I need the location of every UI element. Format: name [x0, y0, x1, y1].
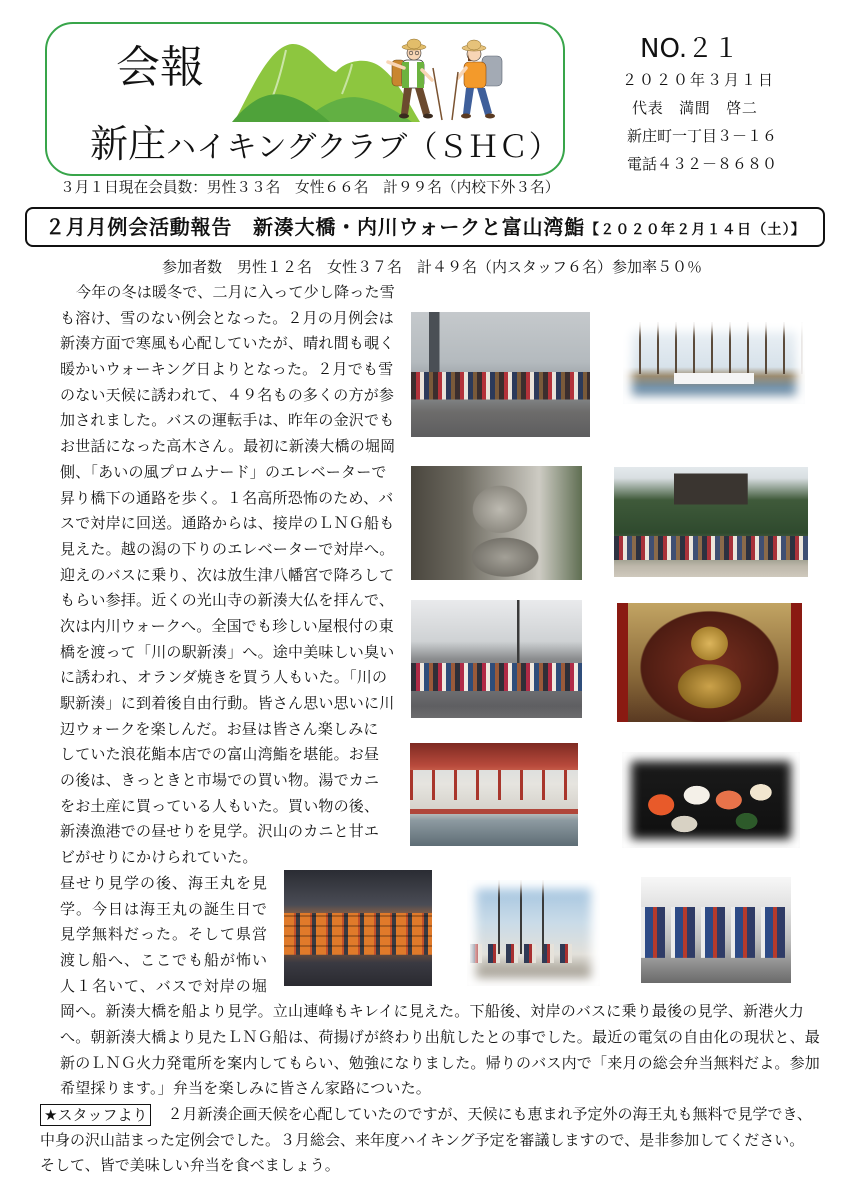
- hiker-woman: [452, 40, 502, 120]
- body-line: も溶け、雪のない例会となった。２月の月例会は: [60, 308, 394, 327]
- staff-note-label: ★スタッフより: [40, 1104, 151, 1126]
- body-line: 見学無料だった。そして県営: [60, 925, 269, 944]
- report-body: [0, 280, 850, 1179]
- body-line: 辺ウォークを楽しんだ。お昼は皆さん楽しみに: [60, 719, 379, 738]
- body-line: に誘われ、オランダ焼きを買う人もいた。「川の: [60, 668, 388, 687]
- staff-note-text: ２月新湊企画天候を心配していたのですが、天候にも恵まれ予定外の海王丸も無料で見学でき、: [167, 1105, 812, 1123]
- body-line: 駅新湊」に到着後自由行動。皆さん思い思いに川: [60, 694, 395, 712]
- body-line: スで対岸に回送。通路からは、接岸のＬＮＧ船も: [60, 514, 395, 533]
- body-line: 側、「あいの風プロムナード」のエレベーターで: [60, 462, 387, 481]
- body-line: をお土産に買っている人もいた。買い物の後、: [60, 796, 380, 815]
- body-line: へ。朝新湊大橋より見たＬＮＧ船は、荷揚げが終わり出航したとの事でした。最近の電気の自由化の現状と、最: [60, 1027, 821, 1046]
- staff-note-line: [40, 1102, 840, 1128]
- body-line: 渡し船へ、ここでも船が怖い: [60, 950, 269, 969]
- club-name-place: 新庄: [90, 122, 167, 166]
- staff-note-line: そして、皆で美味しい弁当を食べましょう。: [40, 1156, 340, 1175]
- body-line: 橋を渡って「川の駅新湊」へ。途中美味しい臭い: [60, 642, 395, 661]
- mountains: [232, 44, 420, 122]
- body-line: 人１名いて、バスで対岸の堀: [60, 976, 268, 995]
- body-line: もらい参拝。近くの光山寺の新湊大仏を拝んで、: [60, 591, 395, 610]
- body-line: 加されました。バスの運転手は、昨年の金沢でも: [60, 411, 395, 430]
- club-name: [90, 120, 559, 176]
- participants-summary: 参加者数 男性１２名 女性３７名 計４９名（内スタッフ６名）参加率５０％: [162, 258, 703, 276]
- issue-date: ２０２０年３月１日: [622, 71, 776, 89]
- issue-number: NO.２１: [640, 34, 740, 64]
- body-line: の後は、きっときと市場での買い物。湯でカニ: [60, 771, 380, 790]
- body-line: 暖かいウォーキング日よりとなった。２月でも雪: [60, 360, 394, 379]
- body-line: 昇り橋下の通路を歩く。１名高所恐怖のため、バ: [60, 488, 394, 507]
- club-name-rest: ハイキングクラブ（ＳＨＣ）: [166, 130, 560, 165]
- body-line: 次は内川ウォークへ。全国でも珍しい屋根付の東: [60, 616, 394, 635]
- body-line: 学。今日は海王丸の誕生日で: [60, 899, 269, 918]
- report-title-text: ２月月例会活動報告 新湊大橋・内川ウォークと富山湾鮨: [45, 215, 585, 239]
- body-line: 新湊方面で寒風も心配していたが、晴れ間も覗く: [60, 334, 395, 353]
- membership-count: ３月１日現在会員数：男性３３名 女性６６名 計９９名（内校下外３名）: [60, 179, 560, 196]
- address: 新庄町一丁目３－１６: [627, 127, 778, 145]
- body-line: 見えた。越の潟の下りのエレベーターで対岸へ。: [60, 539, 395, 558]
- representative: 代表 満間 啓二: [632, 99, 758, 117]
- newsletter-title: 会報: [116, 42, 204, 93]
- body-line: ビがせりにかけられていた。: [60, 848, 258, 867]
- body-line: 昼せり見学の後、海王丸を見: [60, 873, 269, 892]
- body-line: 新のＬＮＧ火力発電所を案内してもらい、勉強になりました。帰りのバス内で「来月の総会弁当無料だよ。参加: [60, 1053, 821, 1072]
- hikers-illustration: [232, 38, 522, 124]
- report-title: [45, 209, 806, 248]
- body-line: のない天候に誘われて、４９名もの多くの方が参: [60, 385, 395, 404]
- body-line: 岡へ。新湊大橋を船より見学。立山連峰もキレイに見えた。下船後、対岸のバスに乗り最後の見学、新港火力: [60, 1002, 804, 1021]
- body-line: 今年の冬は暖冬で、二月に入って少し降った雪: [76, 283, 395, 301]
- body-line: お世話になった高木さん。最初に新湊大橋の堀岡: [60, 437, 396, 456]
- phone: 電話４３２－８６８０: [627, 155, 778, 173]
- report-event-date: 【２０２０年２月１４日（土）】: [585, 222, 806, 238]
- body-line: 迎えのバスに乗り、次は放生津八幡宮で降ろして: [60, 565, 395, 584]
- body-line: 新湊漁港での昼せりを見学。沢山のカニと甘エ: [60, 822, 380, 841]
- staff-note-line: 中身の沢山詰まった定例会でした。３月総会、来年度ハイキング予定を審議しますので、是非参加してください。: [40, 1130, 805, 1149]
- body-line: 希望採ります。」弁当を楽しみに皆さん家路についた。: [60, 1079, 432, 1098]
- body-line: していた浪花鮨本店での富山湾鮨を堪能。お昼: [60, 745, 380, 764]
